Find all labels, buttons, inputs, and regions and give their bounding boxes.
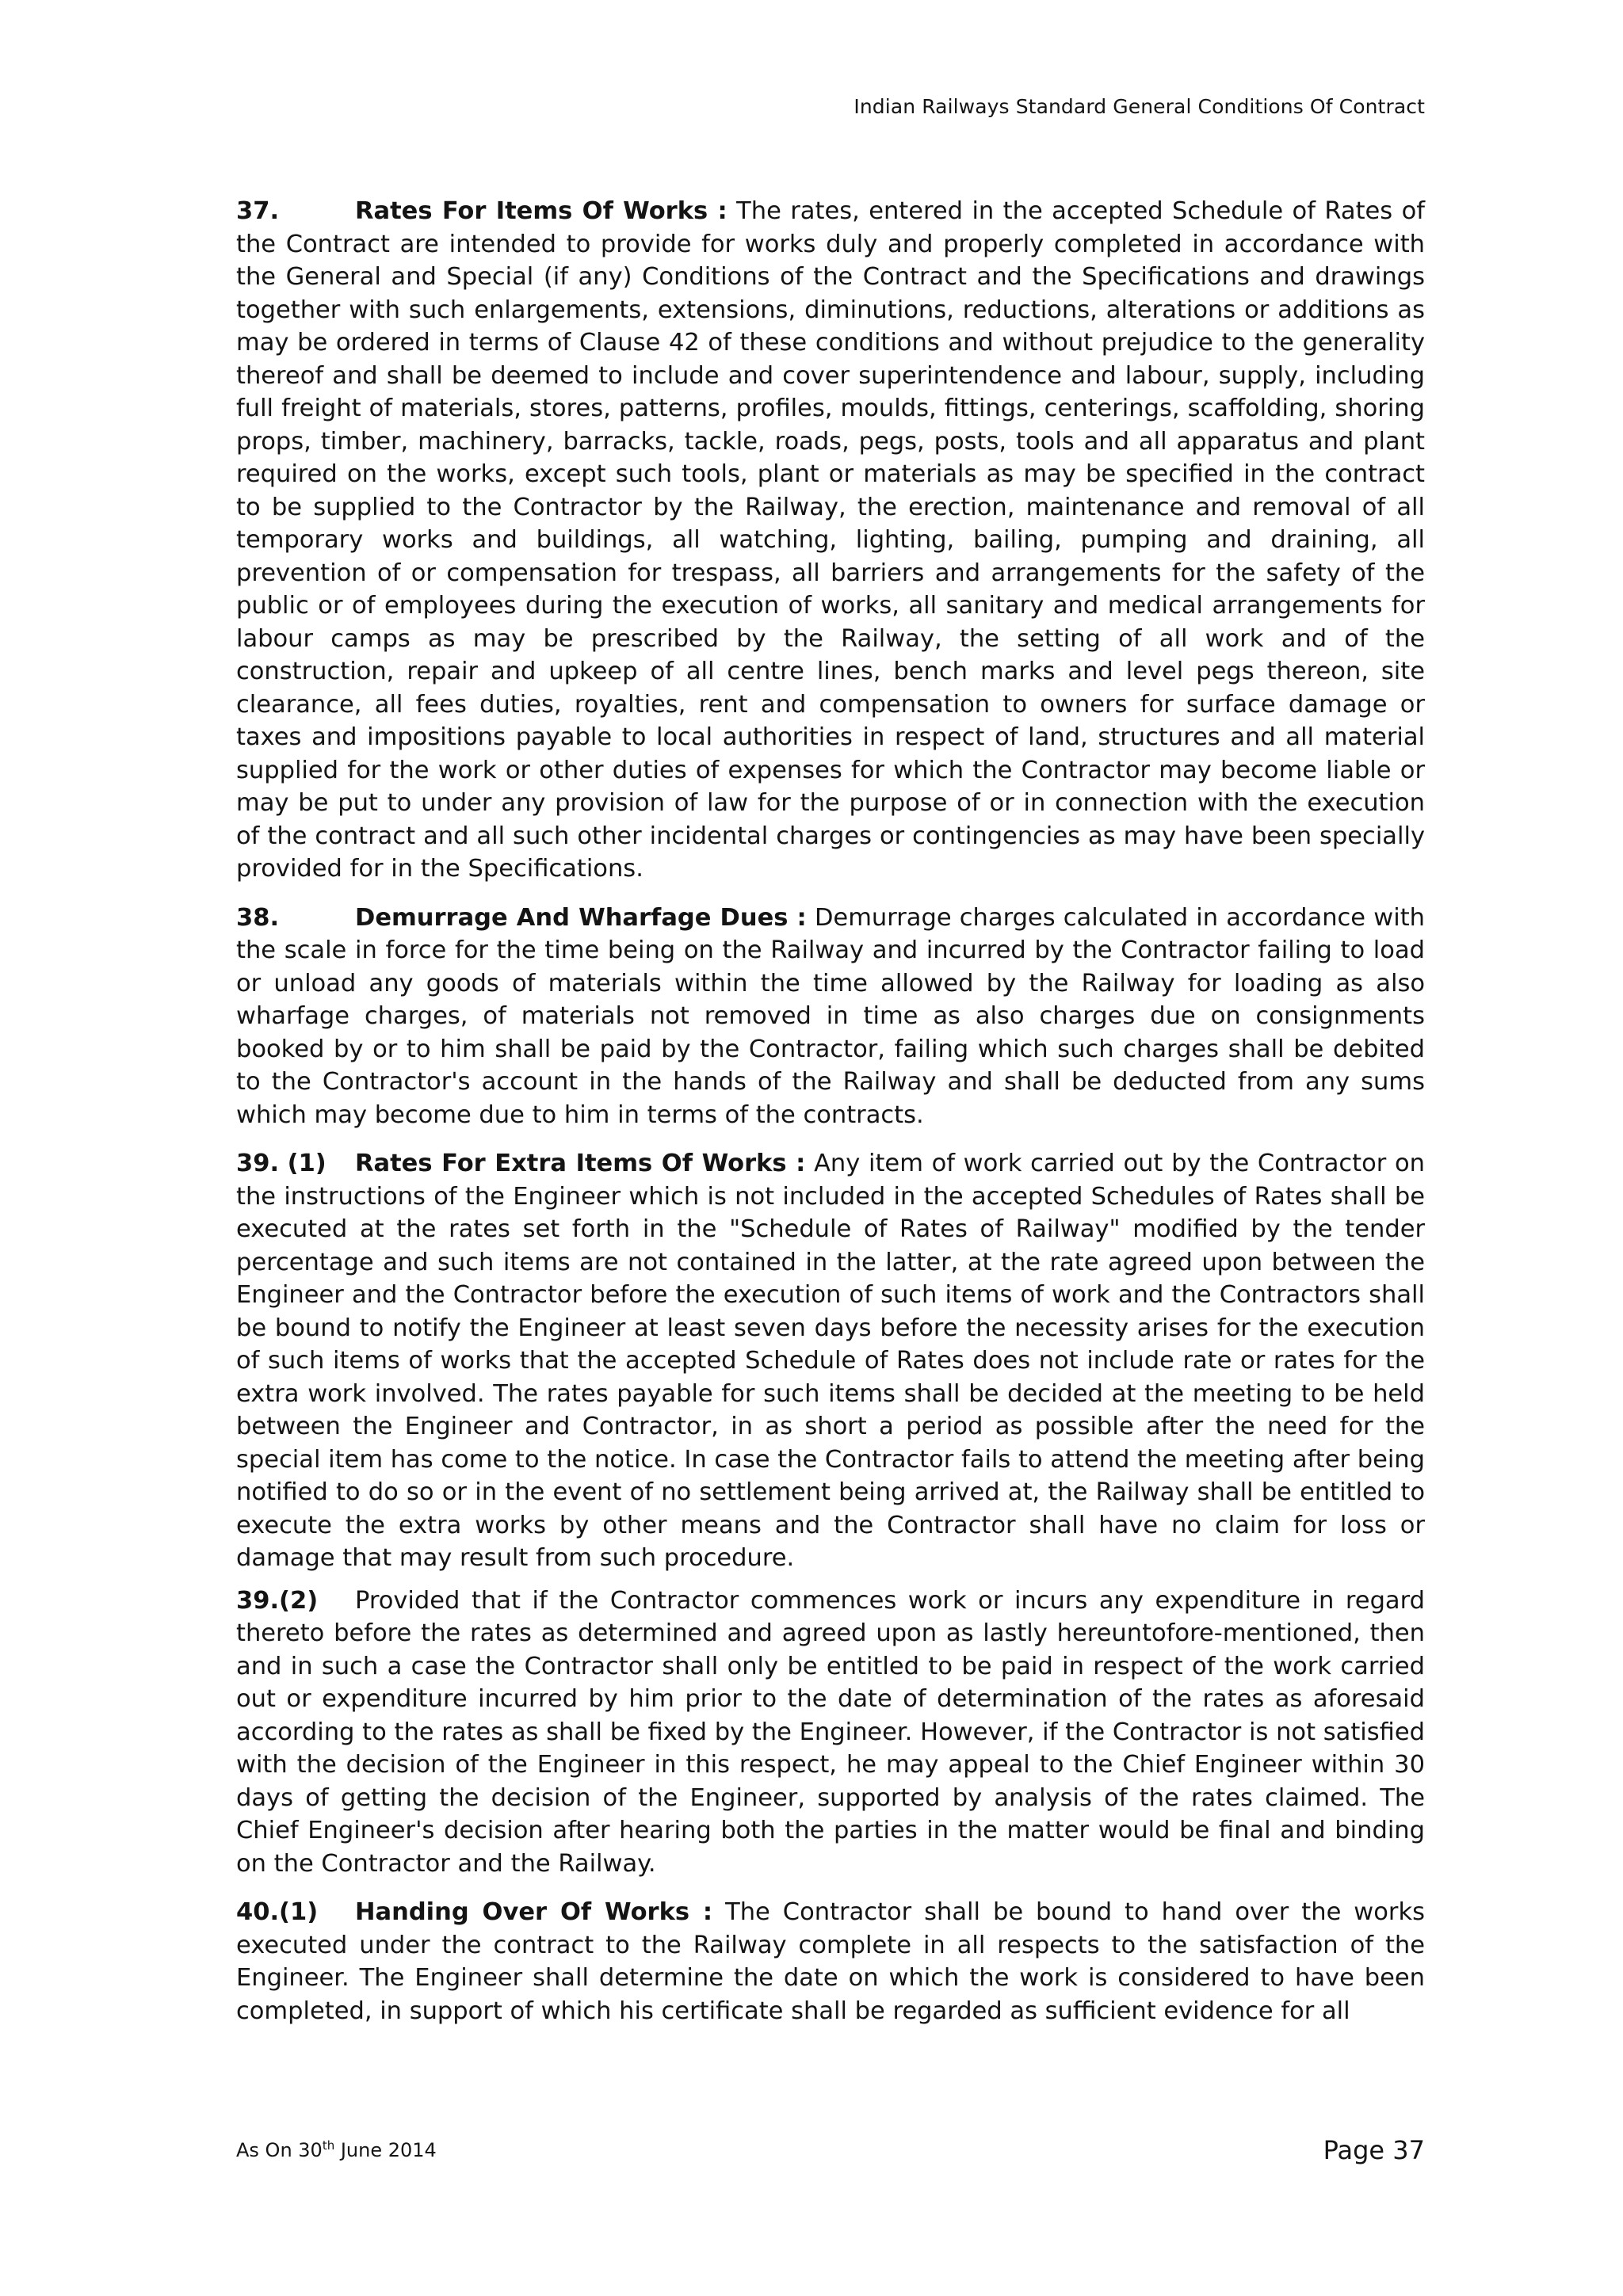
clause-heading: Rates For Extra Items Of Works : — [355, 1150, 806, 1177]
footer-date — [236, 2139, 437, 2161]
page-number: Page 37 — [1323, 2135, 1425, 2165]
clause-text: The rates, entered in the accepted Schedule of Rates of the Contract are intended to provide for works duly and properly completed in accordance with the General and Special (if any) Conditions of the Contract and the Specifications and drawings together with such enlargements, extensions, diminutions, reductions, alterations or additions as may be ordered in terms of Clause 42 of these conditions and without prejudice to the generality thereof and shall be deemed to include and cover superintendence and labour, supply, including full freight of materials, stores, patterns, profiles, moulds, fittings, centerings, scaffolding, shoring props, timber, machinery, barracks, tackle, roads, pegs, posts, tools and all apparatus and plant required on the works, except such tools, plant or materials as may be specified in the contract to be supplied to the Contractor by the Railway, the erection, maintenance and removal of all temporary works and buildings, all watching, lighting, bailing, pumping and draining, all prevention of or compensation for trespass, all barriers and arrangements for the safety of the public or of employees during the execution of works, all sanitary and medical arrangements for labour camps as may be prescribed by the Railway, the setting of all work and of the construction, repair and upkeep of all centre lines, bench marks and level pegs thereon, site clearance, all fees duties, royalties, rent and compensation to owners for surface damage or taxes and impositions payable to local authorities in respect of land, structures and all material supplied for the work or other duties of expenses for which the Contractor may become liable or may be put to under any provision of law for the purpose of or in connection with the execution of the contract and all such other incidental charges or contingencies as may have been specially provided for in the Specifications. — [236, 197, 1425, 883]
document-body — [236, 195, 1425, 2027]
clause-39-2 — [236, 1585, 1425, 1881]
clause-number: 37. — [236, 197, 280, 225]
footer-date-ordinal: th — [322, 2138, 335, 2153]
clause-number: 39.(2) — [236, 1586, 319, 1615]
clause-40-1 — [236, 1896, 1425, 2027]
clause-number: 38. — [236, 903, 280, 932]
footer-date-suffix: June 2014 — [334, 2139, 437, 2161]
clause-text: Provided that if the Contractor commences work or incurs any expenditure in regard thereto before the rates as determined and agreed upon as lastly hereuntofore-mentioned, then and in such a case the Contractor shall only be entitled to be paid in respect of the work carried out or expenditure incurred by him prior to the date of determination of the rates as aforesaid according to the rates as shall be fixed by the Engineer. However, if the Contractor is not satisfied with the decision of the Engineer in this respect, he may appeal to the Chief Engineer within 30 days of getting the decision of the Engineer, supported by analysis of the rates claimed. The Chief Engineer's decision after hearing both the parties in the matter would be final and binding on the Contractor and the Railway. — [236, 1586, 1425, 1878]
clause-39-1 — [236, 1147, 1425, 1575]
footer-date-prefix: As On 30 — [236, 2139, 323, 2161]
clause-number: 39. (1) — [236, 1150, 327, 1177]
clause-heading: Demurrage And Wharfage Dues : — [355, 903, 807, 932]
clause-text: Any item of work carried out by the Contractor on the instructions of the Engineer which is not included in the accepted Schedules of Rates shall be executed at the rates set forth in the "Schedule of Rates of Railway" modified by the tender percentage and such items are not contained in the latter, at the rate agreed upon between the Engineer and the Contractor before the execution of such items of work and the Contractors shall be bound to notify the Engineer at least seven days before the necessity arises for the execution of such items of works that the accepted Schedule of Rates does not include rate or rates for the extra work involved. The rates payable for such items shall be decided at the meeting to be held between the Engineer and Contractor, in as short a period as possible after the need for the special item has come to the notice. In case the Contractor fails to attend the meeting after being notified to do so or in the event of no settlement being arrived at, the Railway shall be entitled to execute the extra works by other means and the Contractor shall have no claim for loss or damage that may result from such procedure. — [236, 1150, 1425, 1572]
clause-number: 40.(1) — [236, 1898, 319, 1926]
clause-heading: Rates For Items Of Works : — [355, 197, 727, 225]
clause-37 — [236, 195, 1425, 886]
clause-text: The Contractor shall be bound to hand over the works executed under the contract to the Railway complete in all respects to the satisfaction of the Engineer. The Engineer shall determine the date on which the work is considered to have been completed, in support of which his certificate shall be regarded as sufficient evidence for all — [236, 1898, 1426, 2025]
clause-heading: Handing Over Of Works : — [355, 1898, 713, 1926]
clause-38 — [236, 902, 1425, 1132]
running-header: Indian Railways Standard General Conditions Of Contract — [854, 95, 1425, 118]
clause-text: Demurrage charges calculated in accordance with the scale in force for the time being on the Railway and incurred by the Contractor failing to load or unload any goods of materials within the time allowed by the Railway for loading as also wharfage charges, of materials not removed in time as also charges due on consignments booked by or to him shall be paid by the Contractor, failing which such charges shall be debited to the Contractor's account in the hands of the Railway and shall be deducted from any sums which may become due to him in terms of the contracts. — [236, 903, 1425, 1129]
